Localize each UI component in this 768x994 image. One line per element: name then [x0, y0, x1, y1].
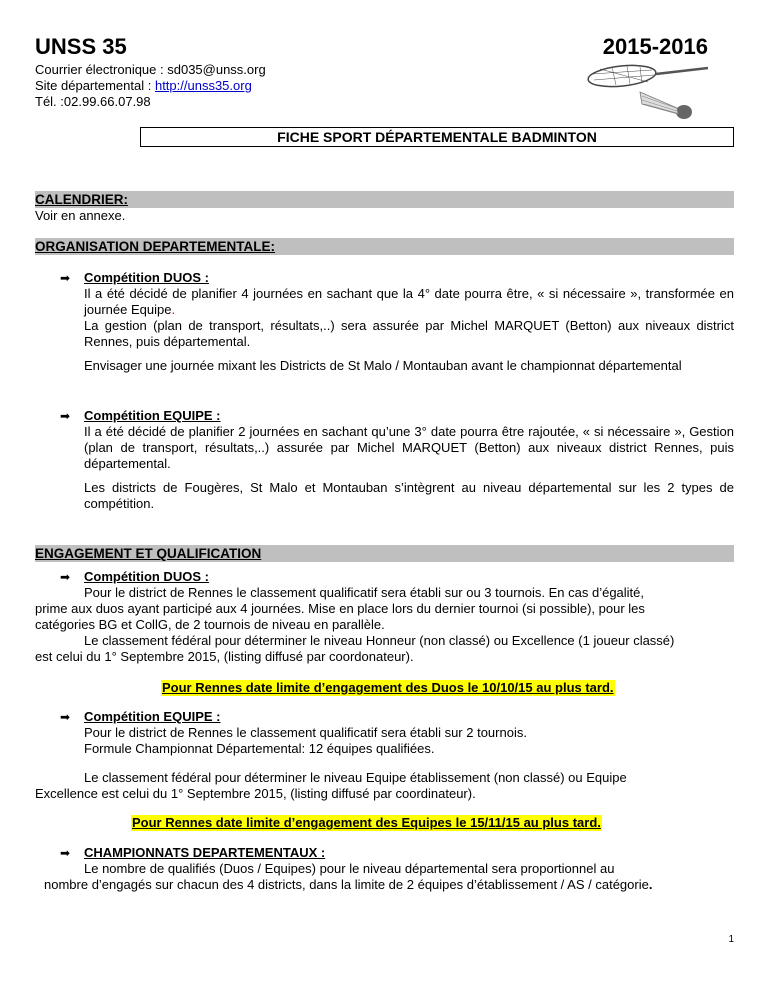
- eng-duos-line-3: catégories BG et CollG, de 2 tournois de niveau en parallèle.: [35, 617, 385, 632]
- phone-line: Tél. :02.99.66.07.98: [35, 94, 151, 109]
- site-link[interactable]: http://unss35.org: [154, 78, 252, 93]
- email-line: Courrier électronique : sd035@unss.org: [35, 62, 266, 77]
- calendrier-heading: CALENDRIER:: [35, 192, 128, 207]
- calendrier-heading-bar: [35, 191, 734, 208]
- org-name: UNSS 35: [35, 34, 127, 59]
- calendrier-text: Voir en annexe.: [35, 208, 126, 223]
- arrow-bullet-icon: ➡: [60, 271, 71, 285]
- page-number: 1: [728, 934, 734, 945]
- document-title: FICHE SPORT DÉPARTEMENTALE BADMINTON: [140, 127, 734, 147]
- org-duos-paragraph-3: Envisager une journée mixant les Districts de St Malo / Montauban avant le championnat départemental: [84, 358, 682, 373]
- org-duos-paragraph-1: [84, 286, 734, 318]
- org-equipe-paragraph-1: Il a été décidé de planifier 2 journées en sachant qu’une 3° date pourra être rajoutée, « si nécessaire », Gestion (plan de transport, résultats,..) assurée par Michel MARQUET (Betton) aux niveaux district Rennes, puis départemental.: [84, 424, 734, 471]
- contact-block: [35, 62, 266, 110]
- eng-duos-line-5: est celui du 1° Septembre 2015, (listing diffusé par coordonateur).: [35, 649, 414, 664]
- org-equipe-paragraph-2: Les districts de Fougères, St Malo et Montauban s’intègrent au niveau départemental sur les 2 types de compétition.: [84, 480, 734, 511]
- champ-title: CHAMPIONNATS DEPARTEMENTAUX :: [84, 845, 326, 860]
- eng-equipe-line-2: Formule Championnat Départemental: 12 équipes qualifiées.: [84, 741, 435, 756]
- arrow-bullet-icon: ➡: [60, 710, 71, 724]
- equipes-deadline-notice: Pour Rennes date limite d’engagement des Equipes le 15/11/15 au plus tard.: [132, 815, 601, 830]
- eng-duos-line-1: Pour le district de Rennes le classement qualificatif sera établi sur ou 3 tournois. En cas d’égalité,: [84, 585, 645, 600]
- champ-line-1: Le nombre de qualifiés (Duos / Equipes) pour le niveau départemental sera proportionnel au: [84, 861, 615, 876]
- eng-duos-line-2: prime aux duos ayant participé aux 4 journées. Mise en place lors du dernier tournoi (si possible), pour les: [35, 601, 645, 616]
- org-duos-text-1: Il a été décidé de planifier 4 journées en sachant que la 4° date pourra être, « si nécessaire », transformée en journée Equipe: [84, 286, 734, 317]
- engagement-heading-bar: [35, 545, 734, 562]
- engagement-heading: ENGAGEMENT ET QUALIFICATION: [35, 546, 262, 561]
- eng-duos-title: Compétition DUOS :: [84, 569, 209, 584]
- arrow-bullet-icon: ➡: [60, 570, 71, 584]
- eng-equipe-line-3: Le classement fédéral pour déterminer le niveau Equipe établissement (non classé) ou Equipe: [84, 770, 627, 785]
- arrow-bullet-icon: ➡: [60, 409, 71, 423]
- org-equipe-title: Compétition EQUIPE :: [84, 408, 221, 423]
- org-duos-red-dot: .: [171, 302, 176, 317]
- champ-line-2-text: nombre d’engagés sur chacun des 4 districts, dans la limite de 2 équipes d’établissement / AS / catégorie: [44, 877, 649, 892]
- champ-line-2: [44, 877, 652, 893]
- site-label: Site départemental :: [35, 78, 155, 93]
- organisation-heading: ORGANISATION DEPARTEMENTALE:: [35, 239, 275, 254]
- site-line: [35, 78, 266, 94]
- org-duos-paragraph-2: La gestion (plan de transport, résultats,..) sera assurée par Michel MARQUET (Betton) aux niveaux district Rennes, puis départemental.: [84, 318, 734, 349]
- eng-equipe-line-4: Excellence est celui du 1° Septembre 2015, (listing diffusé par coordinateur).: [35, 786, 476, 801]
- org-duos-title: Compétition DUOS :: [84, 270, 209, 285]
- eng-duos-line-4: Le classement fédéral pour déterminer le niveau Honneur (non classé) ou Excellence (1 joueur classé): [84, 633, 675, 648]
- arrow-bullet-icon: ➡: [60, 846, 71, 860]
- eng-equipe-title: Compétition EQUIPE :: [84, 709, 221, 724]
- duos-deadline-notice: Pour Rennes date limite d’engagement des Duos le 10/10/15 au plus tard.: [162, 680, 614, 695]
- eng-equipe-line-1: Pour le district de Rennes le classement qualificatif sera établi sur 2 tournois.: [84, 725, 527, 740]
- badminton-racket-shuttlecock-logo: [582, 62, 712, 126]
- school-year: 2015-2016: [602, 34, 708, 59]
- organisation-heading-bar: [35, 238, 734, 255]
- champ-line-2-end: .: [648, 877, 653, 892]
